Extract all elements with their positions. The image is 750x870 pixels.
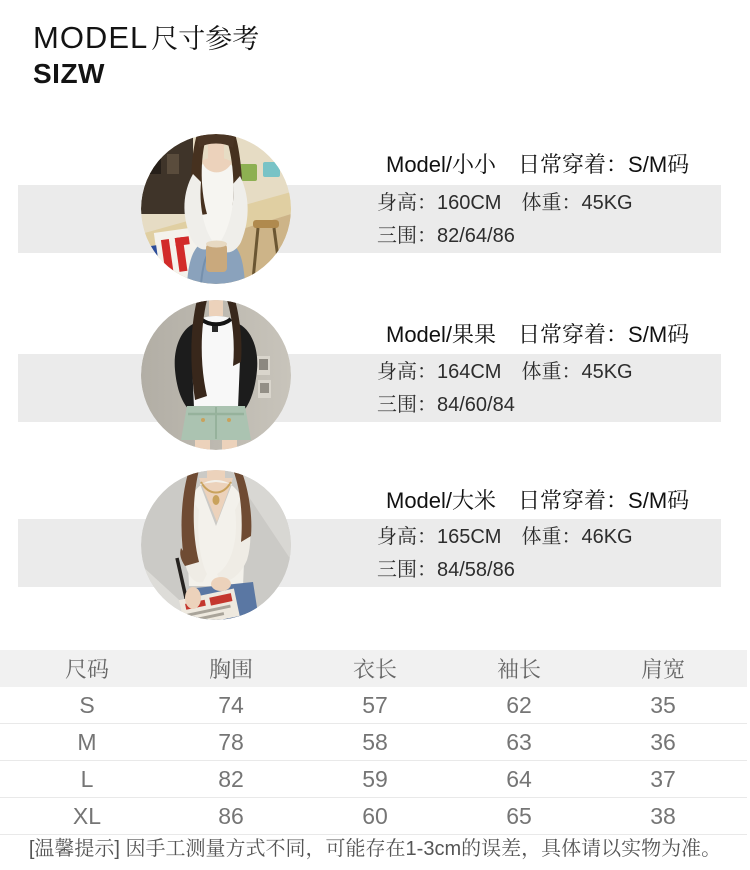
cafe-scene-illustration xyxy=(141,134,291,284)
grey-backdrop-illustration xyxy=(141,470,291,620)
cell-length: 58 xyxy=(362,728,388,755)
size-row-s xyxy=(0,687,747,724)
model-2-measurements: 三围：84/60/84 xyxy=(377,394,515,416)
col-size: 尺码 xyxy=(64,657,109,682)
cell-shoulder: 38 xyxy=(650,802,676,829)
cell-sleeve: 62 xyxy=(506,691,532,718)
cell-length: 60 xyxy=(362,802,388,829)
section-subtitle: SIZW xyxy=(33,57,105,89)
size-row-m xyxy=(0,724,747,761)
col-length: 衣长 xyxy=(352,657,397,682)
cell-size: S xyxy=(79,691,95,718)
section-title-zh: 尺寸参考 xyxy=(151,24,260,54)
studio-wall-illustration xyxy=(141,300,291,450)
cell-length: 59 xyxy=(362,765,388,792)
cell-bust: 86 xyxy=(218,802,244,829)
cell-sleeve: 64 xyxy=(506,765,532,792)
section-title-en: MODEL xyxy=(33,20,149,55)
model-3-photo xyxy=(141,470,291,620)
cell-size: XL xyxy=(72,802,102,829)
cell-sleeve: 63 xyxy=(506,728,532,755)
cell-bust: 78 xyxy=(218,728,244,755)
cell-size: L xyxy=(80,765,94,792)
size-row-l xyxy=(0,761,747,798)
measurement-disclaimer: [温馨提示] 因手工测量方式不同，可能存在1-3cm的误差，具体请以实物为准。 xyxy=(28,838,722,860)
model-2-title: Model/果果 日常穿着：S/M码 xyxy=(386,322,690,347)
cell-bust: 74 xyxy=(218,691,244,718)
section-header xyxy=(33,20,259,90)
section-title xyxy=(33,20,259,56)
model-1-title: Model/小小 日常穿着：S/M码 xyxy=(386,152,690,177)
size-table-header xyxy=(0,650,747,687)
model-1-height-weight: 身高：160CM 体重：45KG xyxy=(377,192,633,214)
size-row-xl xyxy=(0,798,747,835)
col-shoulder: 肩宽 xyxy=(640,657,685,682)
size-table xyxy=(0,650,747,835)
model-3-title: Model/大米 日常穿着：S/M码 xyxy=(386,488,690,513)
model-1-photo xyxy=(141,134,291,284)
cell-length: 57 xyxy=(362,691,388,718)
cell-shoulder: 35 xyxy=(650,691,676,718)
model-2-height-weight: 身高：164CM 体重：45KG xyxy=(377,361,633,383)
cell-size: M xyxy=(77,728,97,755)
col-sleeve: 袖长 xyxy=(496,657,541,682)
model-3-height-weight: 身高：165CM 体重：46KG xyxy=(377,526,633,548)
cell-shoulder: 36 xyxy=(650,728,676,755)
model-2-photo xyxy=(141,300,291,450)
model-3-measurements: 三围：84/58/86 xyxy=(377,559,515,581)
col-bust: 胸围 xyxy=(208,657,253,682)
cell-bust: 82 xyxy=(218,765,244,792)
cell-shoulder: 37 xyxy=(650,765,676,792)
cell-sleeve: 65 xyxy=(506,802,532,829)
model-1-measurements: 三围：82/64/86 xyxy=(377,225,515,247)
